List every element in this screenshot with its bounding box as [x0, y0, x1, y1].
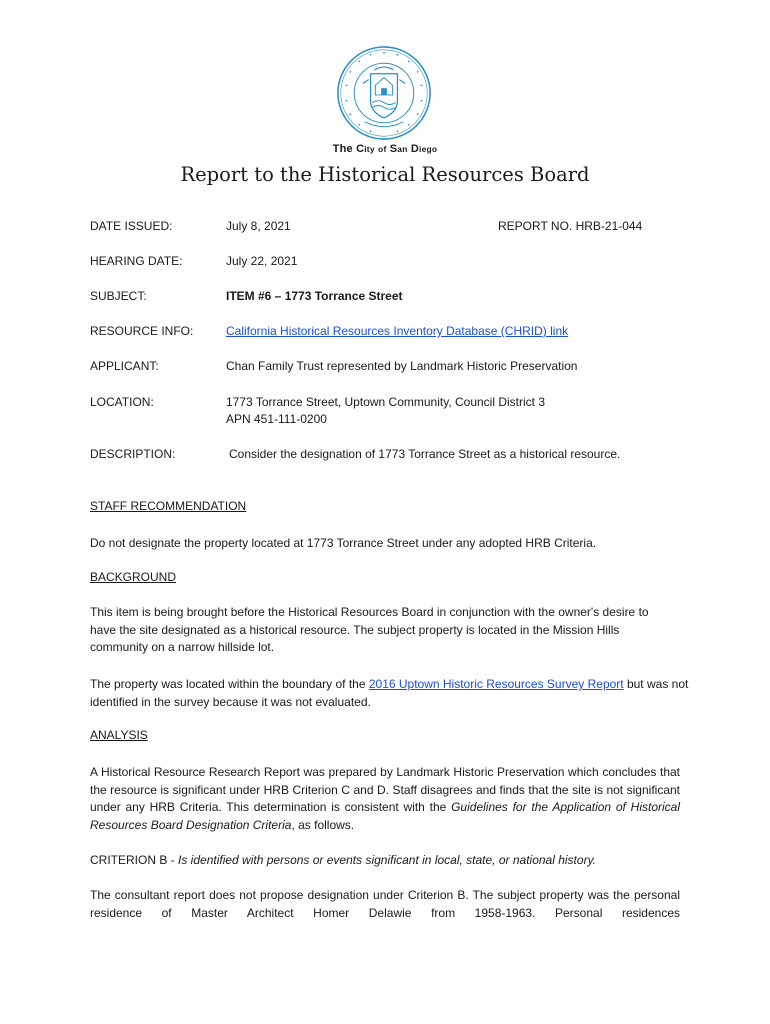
location-line-2: APN 451-111-0200	[226, 412, 327, 426]
subject-label: SUBJECT:	[90, 289, 147, 303]
hearing-date-value: July 22, 2021	[226, 254, 298, 268]
report-number: REPORT NO. HRB-21-044	[498, 219, 643, 233]
criterion-b-heading: CRITERION B - Is identified with persons or events significant in local, state, or national history.	[90, 853, 597, 867]
date-issued-value: July 8, 2021	[226, 219, 291, 233]
location-line-1: 1773 Torrance Street, Uptown Community, Council District 3	[226, 395, 546, 409]
subject-value: ITEM #6 – 1773 Torrance Street	[226, 289, 403, 303]
city-seal-logo	[336, 45, 432, 141]
description-label: DESCRIPTION:	[90, 447, 176, 461]
city-name: The City of San Diego	[332, 143, 438, 155]
applicant-label: APPLICANT:	[90, 359, 159, 373]
analysis-paragraph: A Historical Resource Research Report was prepared by Landmark Historic Preservation which concludes that the resource is significant under HRB Criterion C and D. Staff disagrees and finds that the site is not significant under any HRB Criteria. This determination is consistent with the Guidelines for the Application of Historical Resources Board Designation Criteria, as follows.	[90, 765, 680, 832]
date-issued-label: DATE ISSUED:	[90, 219, 173, 233]
staff-recommendation-heading: STAFF RECOMMENDATION	[90, 499, 247, 513]
hearing-date-label: HEARING DATE:	[90, 254, 183, 268]
background-paragraph-2: The property was located within the boundary of the 2016 Uptown Historic Resources Survey Report but was not identified in the survey because it was not evaluated.	[90, 677, 689, 709]
criterion-b-paragraph: The consultant report does not propose designation under Criterion B. The subject property was the personal residence of Master Architect Homer Delawie from 1958-1963. Personal residences	[90, 888, 680, 920]
staff-recommendation-text: Do not designate the property located at 1773 Torrance Street under any adopted HRB Criteria.	[90, 536, 597, 550]
location-label: LOCATION:	[90, 395, 154, 409]
background-heading: BACKGROUND	[90, 570, 177, 584]
applicant-value: Chan Family Trust represented by Landmark Historic Preservation	[226, 359, 578, 373]
description-value: Consider the designation of 1773 Torrance Street as a historical resource.	[229, 447, 621, 461]
uptown-survey-link[interactable]: 2016 Uptown Historic Resources Survey Report	[368, 677, 624, 691]
report-title: Report to the Historical Resources Board	[180, 163, 590, 186]
background-paragraph-1: This item is being brought before the Historical Resources Board in conjunction with the owner's desire to have the site designated as a historical resource. The subject property is located in the Mission Hills community on a narrow hillside lot.	[90, 605, 649, 654]
chrid-link[interactable]: California Historical Resources Inventory Database (CHRID) link	[226, 324, 569, 338]
analysis-heading: ANALYSIS	[90, 728, 148, 742]
resource-info-label: RESOURCE INFO:	[90, 324, 194, 338]
